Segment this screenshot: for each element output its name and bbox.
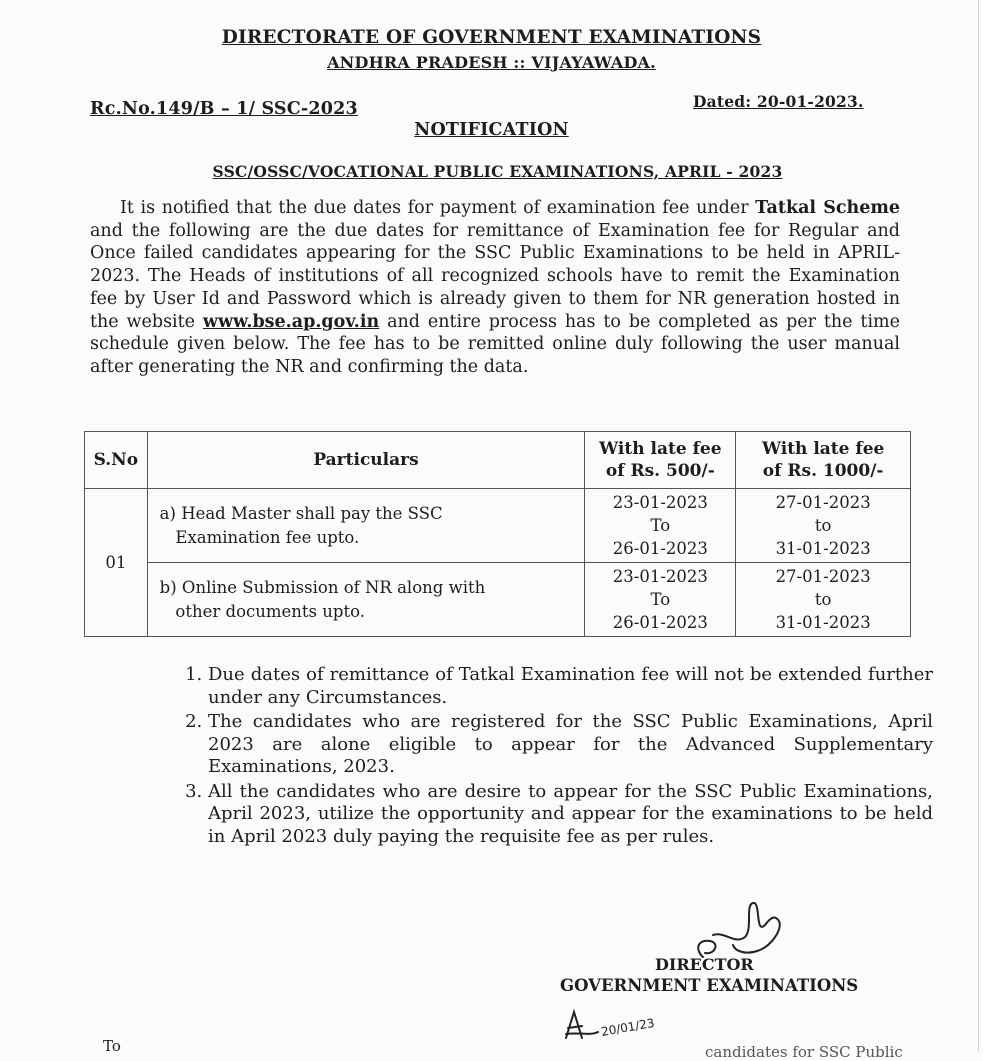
reference-number: Rc.No.149/B – 1/ SSC-2023 <box>90 99 358 119</box>
table-row <box>85 563 911 637</box>
header-late-fee-500: With late fee of Rs. 500/- <box>585 432 736 489</box>
late500-date-cell: 23-01-2023 To 26-01-2023 <box>585 563 736 637</box>
late500-date-cell: 23-01-2023 To 26-01-2023 <box>585 489 736 563</box>
signatory-department: GOVERNMENT EXAMINATIONS <box>560 976 859 995</box>
to-label: To <box>103 1037 121 1055</box>
fee-schedule-table <box>84 431 911 637</box>
tatkal-scheme-text: Tatkal Scheme <box>755 198 900 218</box>
note-item: 1. Due dates of remittance of Tatkal Examination fee will not be extended further under any Circumstances. <box>208 664 933 709</box>
header-particulars: Particulars <box>147 432 585 489</box>
signatory-title: DIRECTOR <box>655 955 754 974</box>
subject-line: SSC/OSSC/VOCATIONAL PUBLIC EXAMINATIONS, APRIL - 2023 <box>212 162 783 181</box>
header-late-fee-1000: With late fee of Rs. 1000/- <box>736 432 911 489</box>
note-item: 2. The candidates who are registered for the SSC Public Examinations, April 2023 are alone eligible to appear for the Advanced Supplementary Examinations, 2023. <box>208 711 933 779</box>
paragraph-text-3: and entire process has to be completed as per the time schedule given below. The fee has to be remitted online duly following the user manual after generating the NR and confirming the data. <box>90 311 900 377</box>
particular-cell: a) Head Master shall pay the SSC Examination fee upto. <box>147 489 585 563</box>
date-of-notification: Dated: 20-01-2023. <box>693 92 864 111</box>
table-row <box>85 489 911 563</box>
paragraph-text-2: and the following are the due dates for remittance of Examination fee for Regular and Once failed candidates appearing for the SSC Public Examinations to be held in APRIL- 2023. The Heads of institutions of all recognized schools have to remit the Examination fee by User Id and Password which is already given to them for NR generation hosted in the website <box>90 220 900 332</box>
header-sno: S.No <box>85 432 148 489</box>
note-item: 3. All the candidates who are desire to appear for the SSC Public Examinations, April 2023, utilize the opportunity and appear for the examinations to be held in April 2023 duly paying the requisite fee as per rules. <box>208 781 933 849</box>
particular-cell: b) Online Submission of NR along with other documents upto. <box>147 563 585 637</box>
scan-edge-line <box>978 0 979 1052</box>
website-link[interactable]: www.bse.ap.gov.in <box>202 311 380 332</box>
paragraph-text-1: It is notified that the due dates for payment of examination fee under <box>120 198 756 218</box>
initial-mark <box>560 1002 670 1044</box>
late1000-date-cell: 27-01-2023 to 31-01-2023 <box>736 489 911 563</box>
initial-date: 20/01/23 <box>600 1015 656 1039</box>
table-header-row <box>85 432 911 489</box>
serial-number-cell: 01 <box>85 489 148 637</box>
notification-title: NOTIFICATION <box>414 120 569 140</box>
notification-paragraph <box>90 197 900 379</box>
header-location: ANDHRA PRADESH :: VIJAYAWADA. <box>327 53 656 72</box>
cutoff-text: candidates for SSC Public <box>705 1043 903 1061</box>
header-directorate: DIRECTORATE OF GOVERNMENT EXAMINATIONS <box>221 27 762 48</box>
notes-list <box>180 664 933 850</box>
late1000-date-cell: 27-01-2023 to 31-01-2023 <box>736 563 911 637</box>
